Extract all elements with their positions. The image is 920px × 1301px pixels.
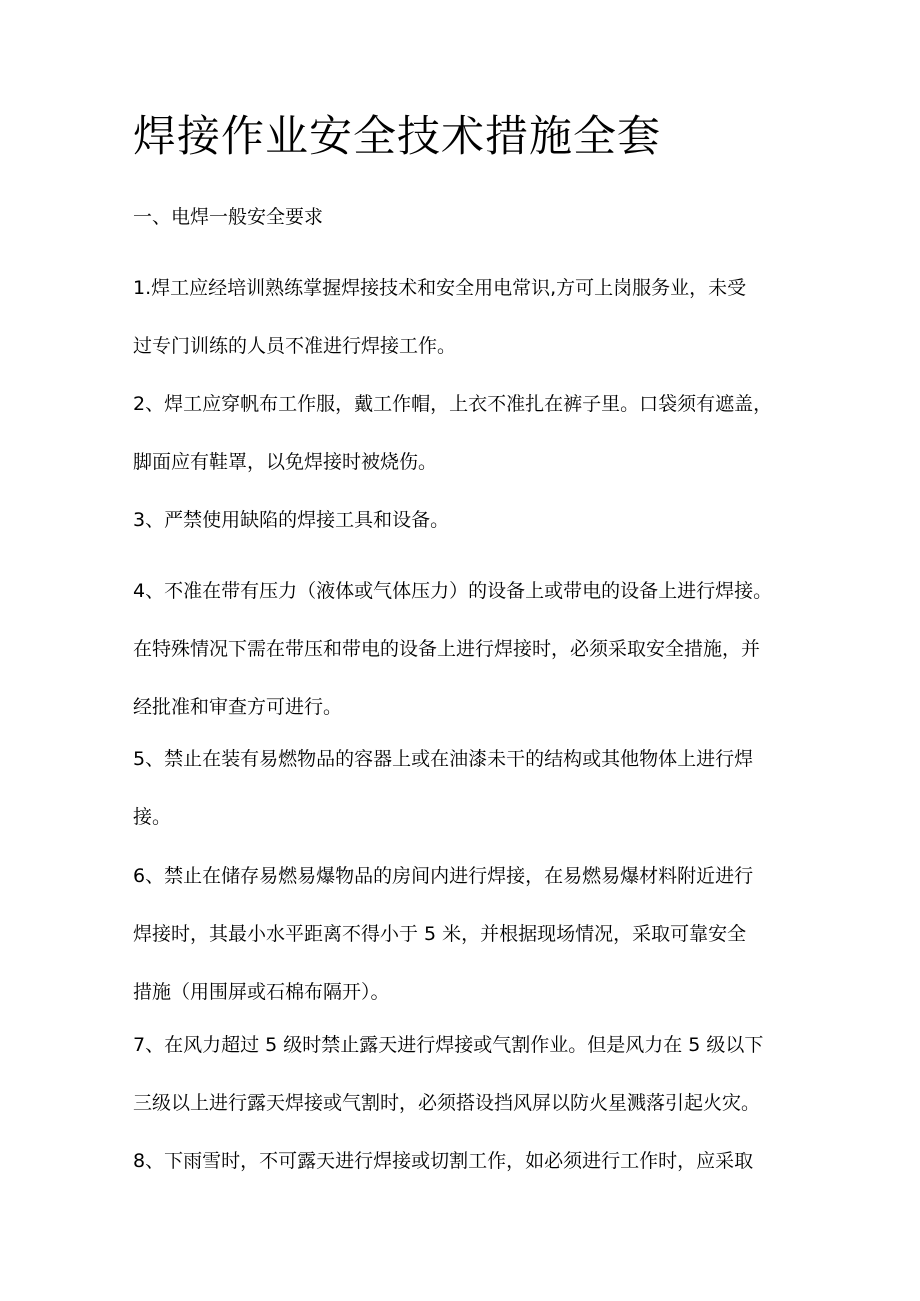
paragraph-line: 措施（用围屏或石棉布隔开）。 — [133, 981, 390, 1003]
paragraph-line: 接。 — [133, 806, 172, 828]
paragraph-1 — [133, 273, 793, 361]
paragraph-5 — [133, 744, 793, 832]
paragraph-line: 三级以上进行露天焊接或气割时，必须搭设挡风屏以防火星溅落引起火灾。 — [133, 1092, 761, 1114]
paragraph-line: 过专门训练的人员不准进行焊接工作。 — [133, 335, 457, 357]
paragraph-line: 经批准和审查方可进行。 — [133, 696, 343, 718]
paragraph-line: 4、不准在带有压力（液体或气体压力）的设备上或带电的设备上进行焊接。 — [133, 580, 773, 602]
paragraph-line: 6、禁止在储存易燃易爆物品的房间内进行焊接，在易燃易爆材料附近进行 — [133, 865, 754, 887]
paragraph-3 — [133, 505, 793, 535]
paragraph-8 — [133, 1146, 793, 1176]
paragraph-4 — [133, 576, 793, 722]
paragraph-line: 焊接时，其最小水平距离不得小于 5 米，并根据现场情况，采取可靠安全 — [133, 923, 747, 945]
paragraph-line: 7、在风力超过 5 级时禁止露天进行焊接或气割作业。但是风力在 5 级以下 — [133, 1034, 764, 1056]
section-heading-text: 一、电焊一般安全要求 — [133, 206, 324, 228]
paragraph-7 — [133, 1030, 793, 1118]
paragraph-line: 5、禁止在装有易燃物品的容器上或在油漆未干的结构或其他物体上进行焊 — [133, 748, 754, 770]
paragraph-line: 在特殊情况下需在带压和带电的设备上进行焊接时，必须采取安全措施，并 — [133, 638, 761, 660]
section-heading — [133, 202, 793, 232]
paragraph-line: 3、严禁使用缺陷的焊接工具和设备。 — [133, 509, 450, 531]
paragraph-2 — [133, 389, 793, 477]
paragraph-line: 1.焊工应经培训熟练掌握焊接技术和安全用电常识,方可上岗服务业，未受 — [133, 277, 747, 299]
paragraph-6 — [133, 861, 793, 1007]
paragraph-line: 脚面应有鞋罩，以免焊接时被烧伤。 — [133, 451, 438, 473]
document-title: 焊接作业安全技术措施全套 — [133, 112, 661, 162]
paragraph-line: 2、焊工应穿帆布工作服，戴工作帽，上衣不准扎在裤子里。口袋须有遮盖， — [133, 393, 773, 415]
paragraph-line: 8、下雨雪时，不可露天进行焊接或切割工作，如必须进行工作时，应采取 — [133, 1150, 754, 1172]
